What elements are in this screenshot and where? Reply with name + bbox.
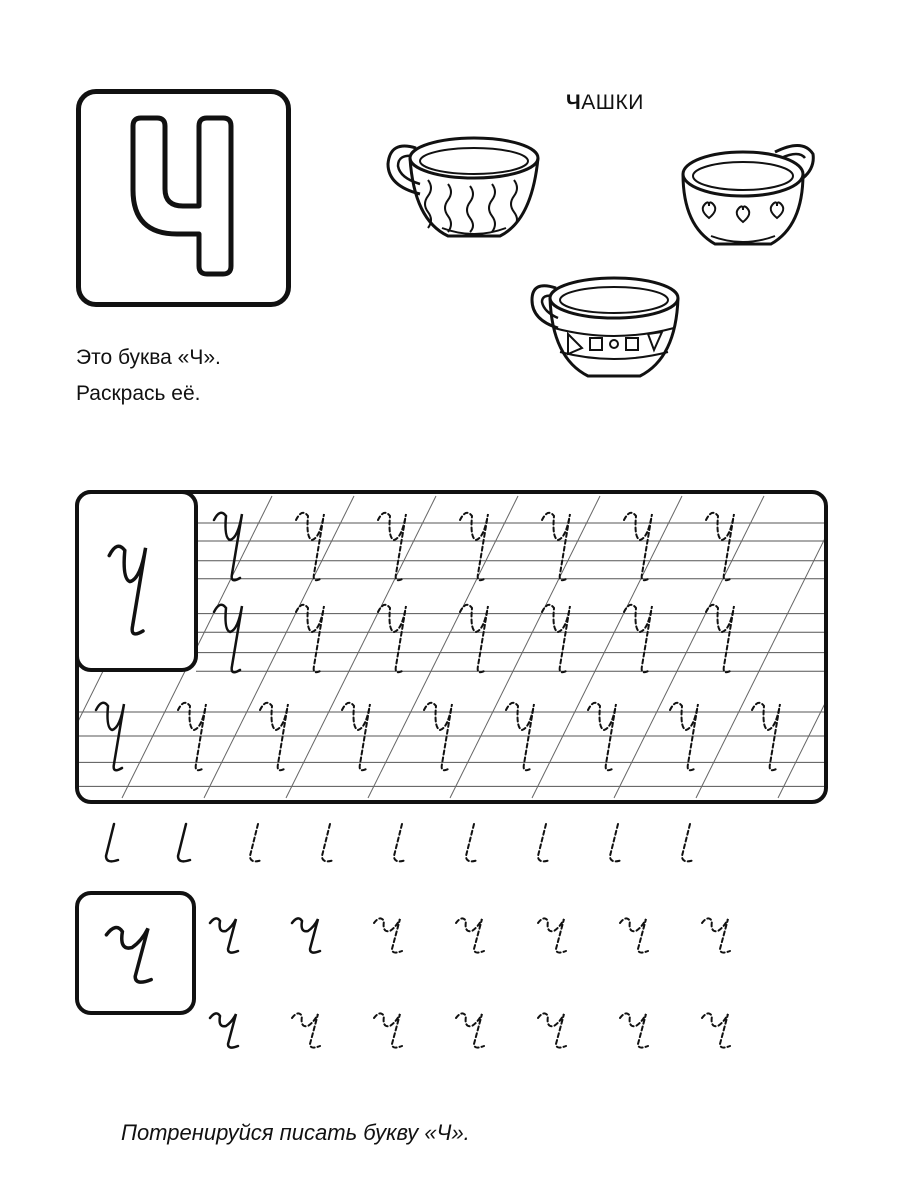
tracing-letter xyxy=(394,824,406,861)
tracing-letter xyxy=(620,918,648,952)
tracing-letter xyxy=(702,1013,730,1047)
tracing-letter xyxy=(250,824,262,861)
tracing-letter xyxy=(210,918,238,952)
model-box-capital xyxy=(77,492,196,670)
tracing-letter xyxy=(374,1013,402,1047)
tracing-letter xyxy=(456,1013,484,1047)
model-box-lowercase xyxy=(77,893,194,1013)
tracing-letter xyxy=(210,1013,238,1047)
tracing-letter xyxy=(178,824,190,861)
tracing-letter xyxy=(292,918,320,952)
tracing-letter xyxy=(610,824,622,861)
tracing-letter xyxy=(374,918,402,952)
tracing-letter xyxy=(456,918,484,952)
instruction-line-1: Это буква «Ч». xyxy=(76,346,221,369)
tracing-letter xyxy=(682,824,694,861)
tracing-letter xyxy=(106,824,118,861)
tracing-letter xyxy=(620,1013,648,1047)
tracing-letter xyxy=(292,1013,320,1047)
instruction-line-2: Раскрась её. xyxy=(76,382,201,405)
tracing-letter xyxy=(538,918,566,952)
cups-title: ЧАШКИ xyxy=(566,91,644,114)
tracing-letter xyxy=(538,824,550,861)
tracing-letter xyxy=(466,824,478,861)
tracing-letter xyxy=(322,824,334,861)
tracing-letter xyxy=(702,918,730,952)
tracing-letter xyxy=(538,1013,566,1047)
slant-guide xyxy=(860,496,900,798)
footer-instruction: Потренируйся писать букву «Ч». xyxy=(121,1120,470,1145)
